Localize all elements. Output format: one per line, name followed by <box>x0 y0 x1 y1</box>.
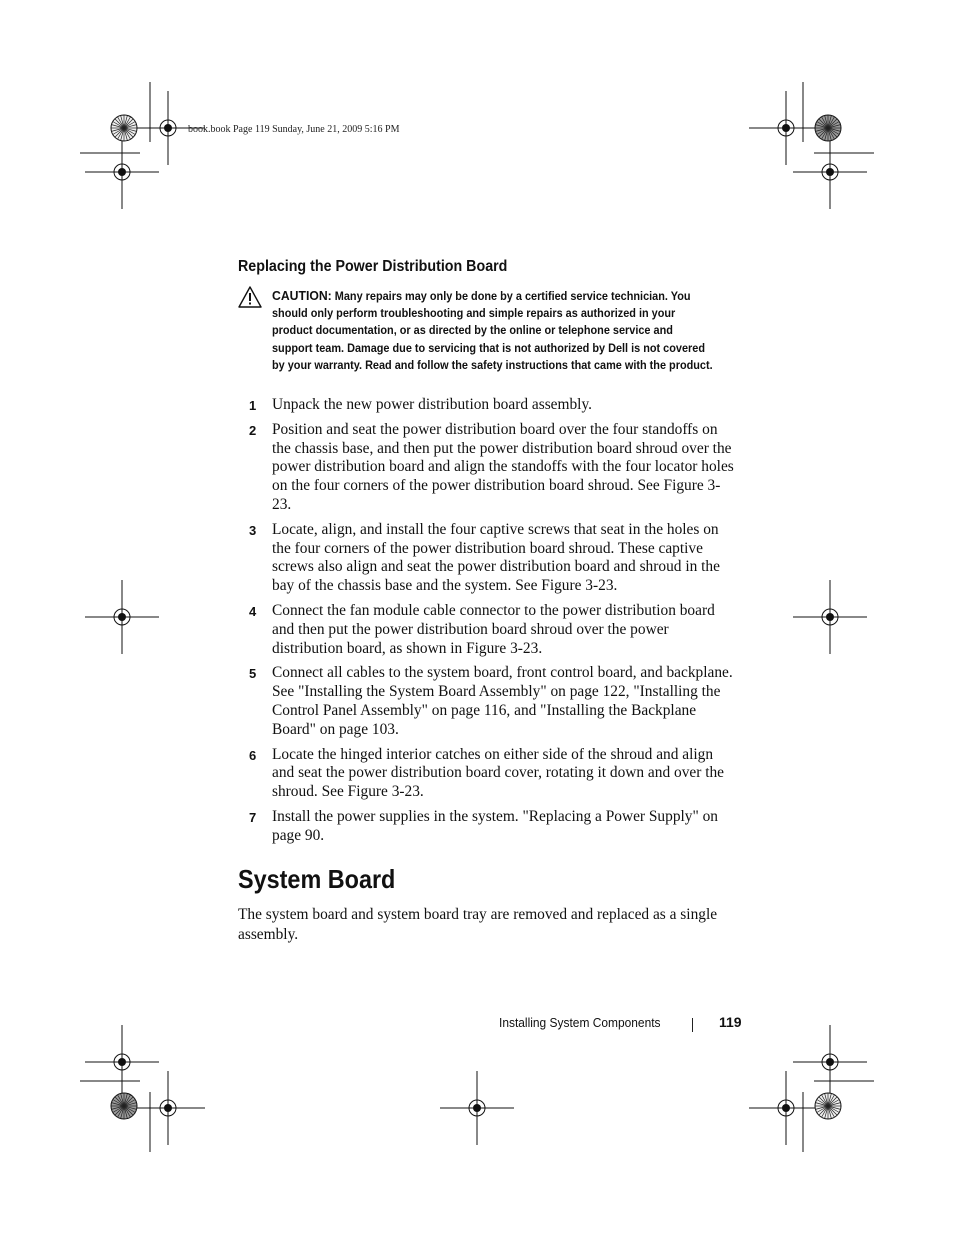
step-text: Locate the hinged interior catches on either side of the shroud and align and seat the power distribution board cover, rotating it down and over the shroud. See Figure 3-23. <box>272 745 725 801</box>
section-heading: Replacing the Power Distribution Board <box>238 258 508 275</box>
rosette-icon <box>815 115 841 141</box>
step-number: 2 <box>249 422 257 438</box>
crosshair-icon <box>749 1071 823 1145</box>
rosette-icon <box>111 115 137 141</box>
caution-text: Many repairs may only be done by a certified service technician. You should only perform troubleshooting and simple repairs as authorized in your product documentation, or as directed by the online or telephone service and support team. Damage due to servicing that is not authorized by Dell is not covered by your warranty. Read and follow the safety instructions that came with the product. <box>272 290 713 372</box>
step-number: 4 <box>249 603 257 619</box>
step-text: Position and seat the power distribution board over the four standoffs on the chassis base, and then put the power distribution board shroud over the power distribution board and align the standoffs with the four locator holes on the four corners of the power distribution board shroud. See Figure 3-23. <box>272 420 734 513</box>
crosshair-icon <box>85 1025 159 1099</box>
crosshair-icon <box>85 135 159 209</box>
step-text: Install the power supplies in the system. "Replacing a Power Supply" on page 90. <box>272 807 719 844</box>
step-item <box>238 746 738 802</box>
crosshair-icon <box>85 580 159 654</box>
body-paragraph: The system board and system board tray are removed and replaced as a single assembly. <box>238 906 718 943</box>
step-number: 7 <box>249 809 257 825</box>
step-item <box>238 396 738 415</box>
step-number: 6 <box>249 747 257 763</box>
step-item <box>238 421 738 515</box>
crosshair-icon <box>793 580 867 654</box>
caution-note <box>272 287 714 374</box>
crosshair-icon <box>793 135 867 209</box>
step-item <box>238 521 738 596</box>
step-text: Connect the fan module cable connector to the power distribution board and then put the power distribution board shroud over the power distribution board, as shown in Figure 3-23. <box>272 601 715 657</box>
footer-chapter-title: Installing System Components <box>499 1015 661 1030</box>
procedure-steps <box>238 396 738 852</box>
step-number: 3 <box>249 522 257 538</box>
rosette-icon <box>815 1093 841 1119</box>
step-item <box>238 664 738 739</box>
print-slug: book.book Page 119 Sunday, June 21, 2009 5:16 PM <box>188 124 400 135</box>
crosshair-icon <box>440 1071 514 1145</box>
warning-triangle-icon <box>238 286 262 308</box>
main-heading: System Board <box>238 864 396 894</box>
step-number: 5 <box>249 666 257 682</box>
rosette-icon <box>111 1093 137 1119</box>
caution-label: CAUTION: <box>272 288 332 303</box>
step-number: 1 <box>249 398 257 413</box>
step-text: Connect all cables to the system board, front control board, and backplane. See "Installing the System Board Assembly" on page 122, "Installing the Control Panel Assembly" on page 116, and "Installing the Backplane Board" on page 103. <box>272 664 733 738</box>
page-number: 119 <box>719 1014 742 1030</box>
footer-divider <box>692 1018 693 1032</box>
crosshair-icon <box>131 1071 205 1145</box>
step-text: Unpack the new power distribution board assembly. <box>272 396 592 413</box>
step-text: Locate, align, and install the four captive screws that seat in the holes on the four corners of the power distribution board shroud. These captive screws also align and seat the power distribution board and shroud in the bay of the chassis base and the system. See Figure 3-23. <box>272 520 720 595</box>
step-item <box>238 602 738 658</box>
crosshair-icon <box>749 91 823 165</box>
step-item <box>238 808 738 846</box>
crosshair-icon <box>793 1025 867 1099</box>
